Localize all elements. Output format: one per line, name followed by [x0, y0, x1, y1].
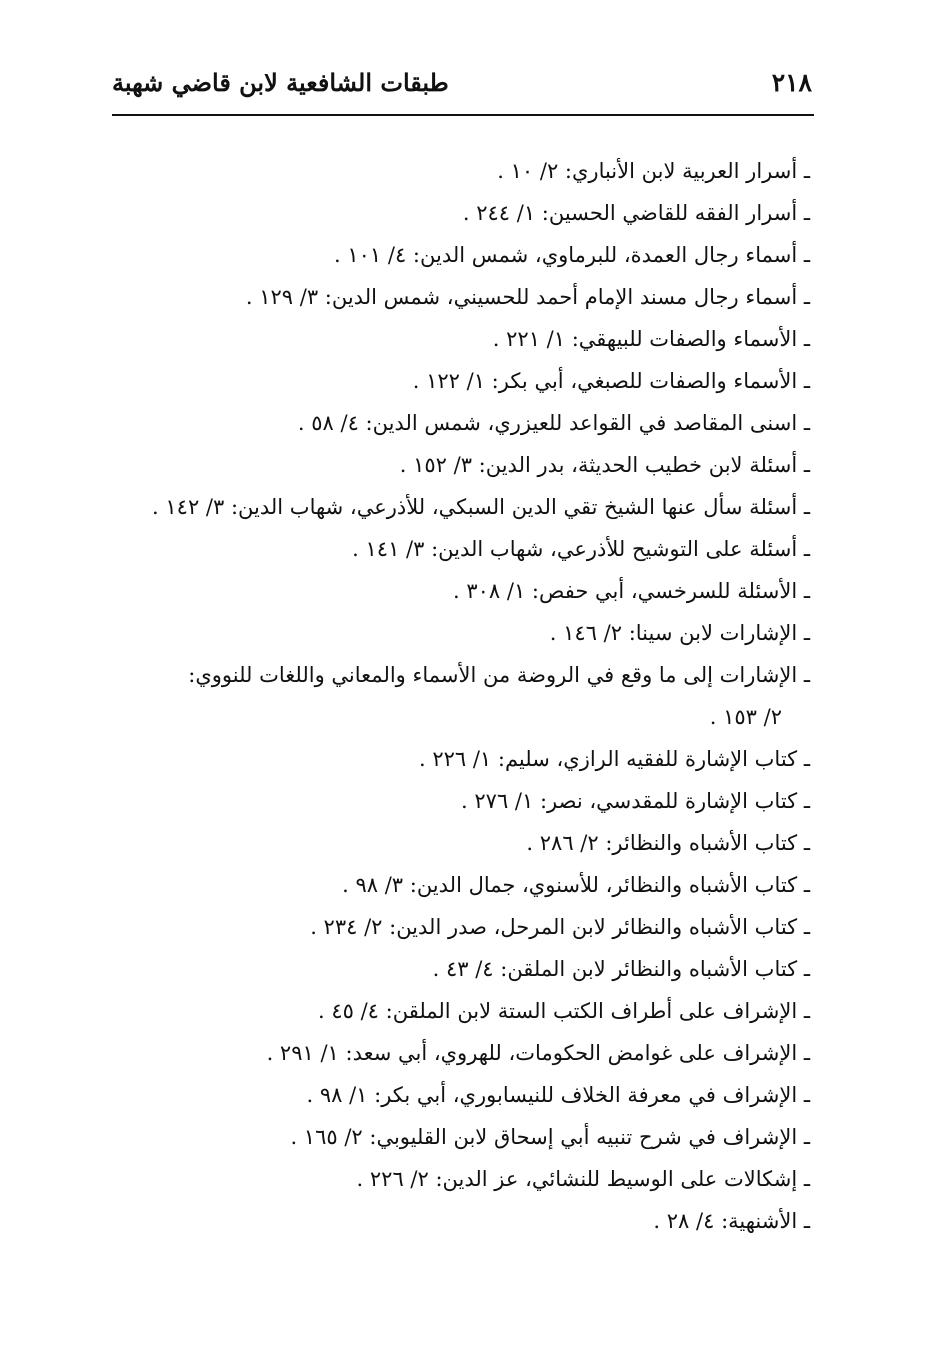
index-entry: ـ أسماء رجال مسند الإمام أحمد للحسيني، شمس الدين: ٣/ ١٢٩ . [245, 285, 810, 309]
index-entry: ـ كتاب الأشباه والنظائر لابن الملقن: ٤/ ٤٣ . [432, 957, 810, 981]
index-entry: ـ اسنى المقاصد في القواعد للعيزري، شمس الدين: ٤/ ٥٨ . [297, 411, 810, 435]
index-entry: ـ أسئلة سأل عنها الشيخ تقي الدين السبكي، للأذرعي، شهاب الدين: ٣/ ١٤٢ . [152, 495, 810, 519]
index-entry: ـ الأسماء والصفات للصبغي، أبي بكر: ١/ ١٢٢ . [412, 369, 810, 393]
running-title: طبقات الشافعية لابن قاضي شهبة [112, 68, 449, 97]
index-entry-continuation [110, 696, 810, 738]
index-entry: ـ أسئلة لابن خطيب الحديثة، بدر الدين: ٣/ ١٥٢ . [399, 453, 810, 477]
index-entry: ـ الإشراف على غوامض الحكومات، للهروي، أبي سعد: ١/ ٢٩١ . [266, 1041, 810, 1065]
index-entry: ـ كتاب الأشباه والنظائر: ٢/ ٢٨٦ . [526, 831, 810, 855]
index-entry: ـ الأشنهية: ٤/ ٢٨ . [653, 1209, 810, 1233]
index-entry: ـ كتاب الإشارة للمقدسي، نصر: ١/ ٢٧٦ . [461, 789, 810, 813]
index-entry: ـ الإشراف في شرح تنبيه أبي إسحاق لابن القليوبي: ٢/ ١٦٥ . [290, 1125, 810, 1149]
index-entry: ـ الإشراف على أطراف الكتب الستة لابن الملقن: ٤/ ٤٥ . [317, 999, 810, 1023]
index-entry: ـ الأسماء والصفات للبيهقي: ١/ ٢٢١ . [492, 327, 810, 351]
continuation-text: ٢/ ١٥٣ . [709, 705, 782, 729]
index-entry: ـ الإشراف في معرفة الخلاف للنيسابوري، أبي بكر: ١/ ٩٨ . [306, 1083, 810, 1107]
index-entry: ـ أسماء رجال العمدة، للبرماوي، شمس الدين: ٤/ ١٠١ . [333, 243, 810, 267]
index-entry: ـ الأسئلة للسرخسي، أبي حفص: ١/ ٣٠٨ . [453, 579, 810, 603]
index-entry: ـ الإشارات لابن سينا: ٢/ ١٤٦ . [549, 621, 810, 645]
page-number: ٢١٨ [771, 68, 812, 97]
index-list [110, 150, 810, 1242]
index-entry: ـ كتاب الأشباه والنظائر، للأسنوي، جمال الدين: ٣/ ٩٨ . [342, 873, 810, 897]
index-entry: ـ أسئلة على التوشيح للأذرعي، شهاب الدين: ٣/ ١٤١ . [352, 537, 810, 561]
running-header [112, 62, 812, 106]
index-entry: ـ أسرار الفقه للقاضي الحسين: ١/ ٢٤٤ . [462, 201, 810, 225]
index-entry: ـ كتاب الإشارة للفقيه الرازي، سليم: ١/ ٢٢٦ . [418, 747, 810, 771]
index-entry: ـ الإشارات إلى ما وقع في الروضة من الأسماء والمعاني واللغات للنووي: [188, 663, 810, 687]
index-entry: ـ إشكالات على الوسيط للنشائي، عز الدين: ٢/ ٢٢٦ . [356, 1167, 810, 1191]
index-entry: ـ أسرار العربية لابن الأنباري: ٢/ ١٠ . [497, 159, 810, 183]
header-rule [112, 114, 814, 116]
index-entry: ـ كتاب الأشباه والنظائر لابن المرحل، صدر الدين: ٢/ ٢٣٤ . [310, 915, 810, 939]
